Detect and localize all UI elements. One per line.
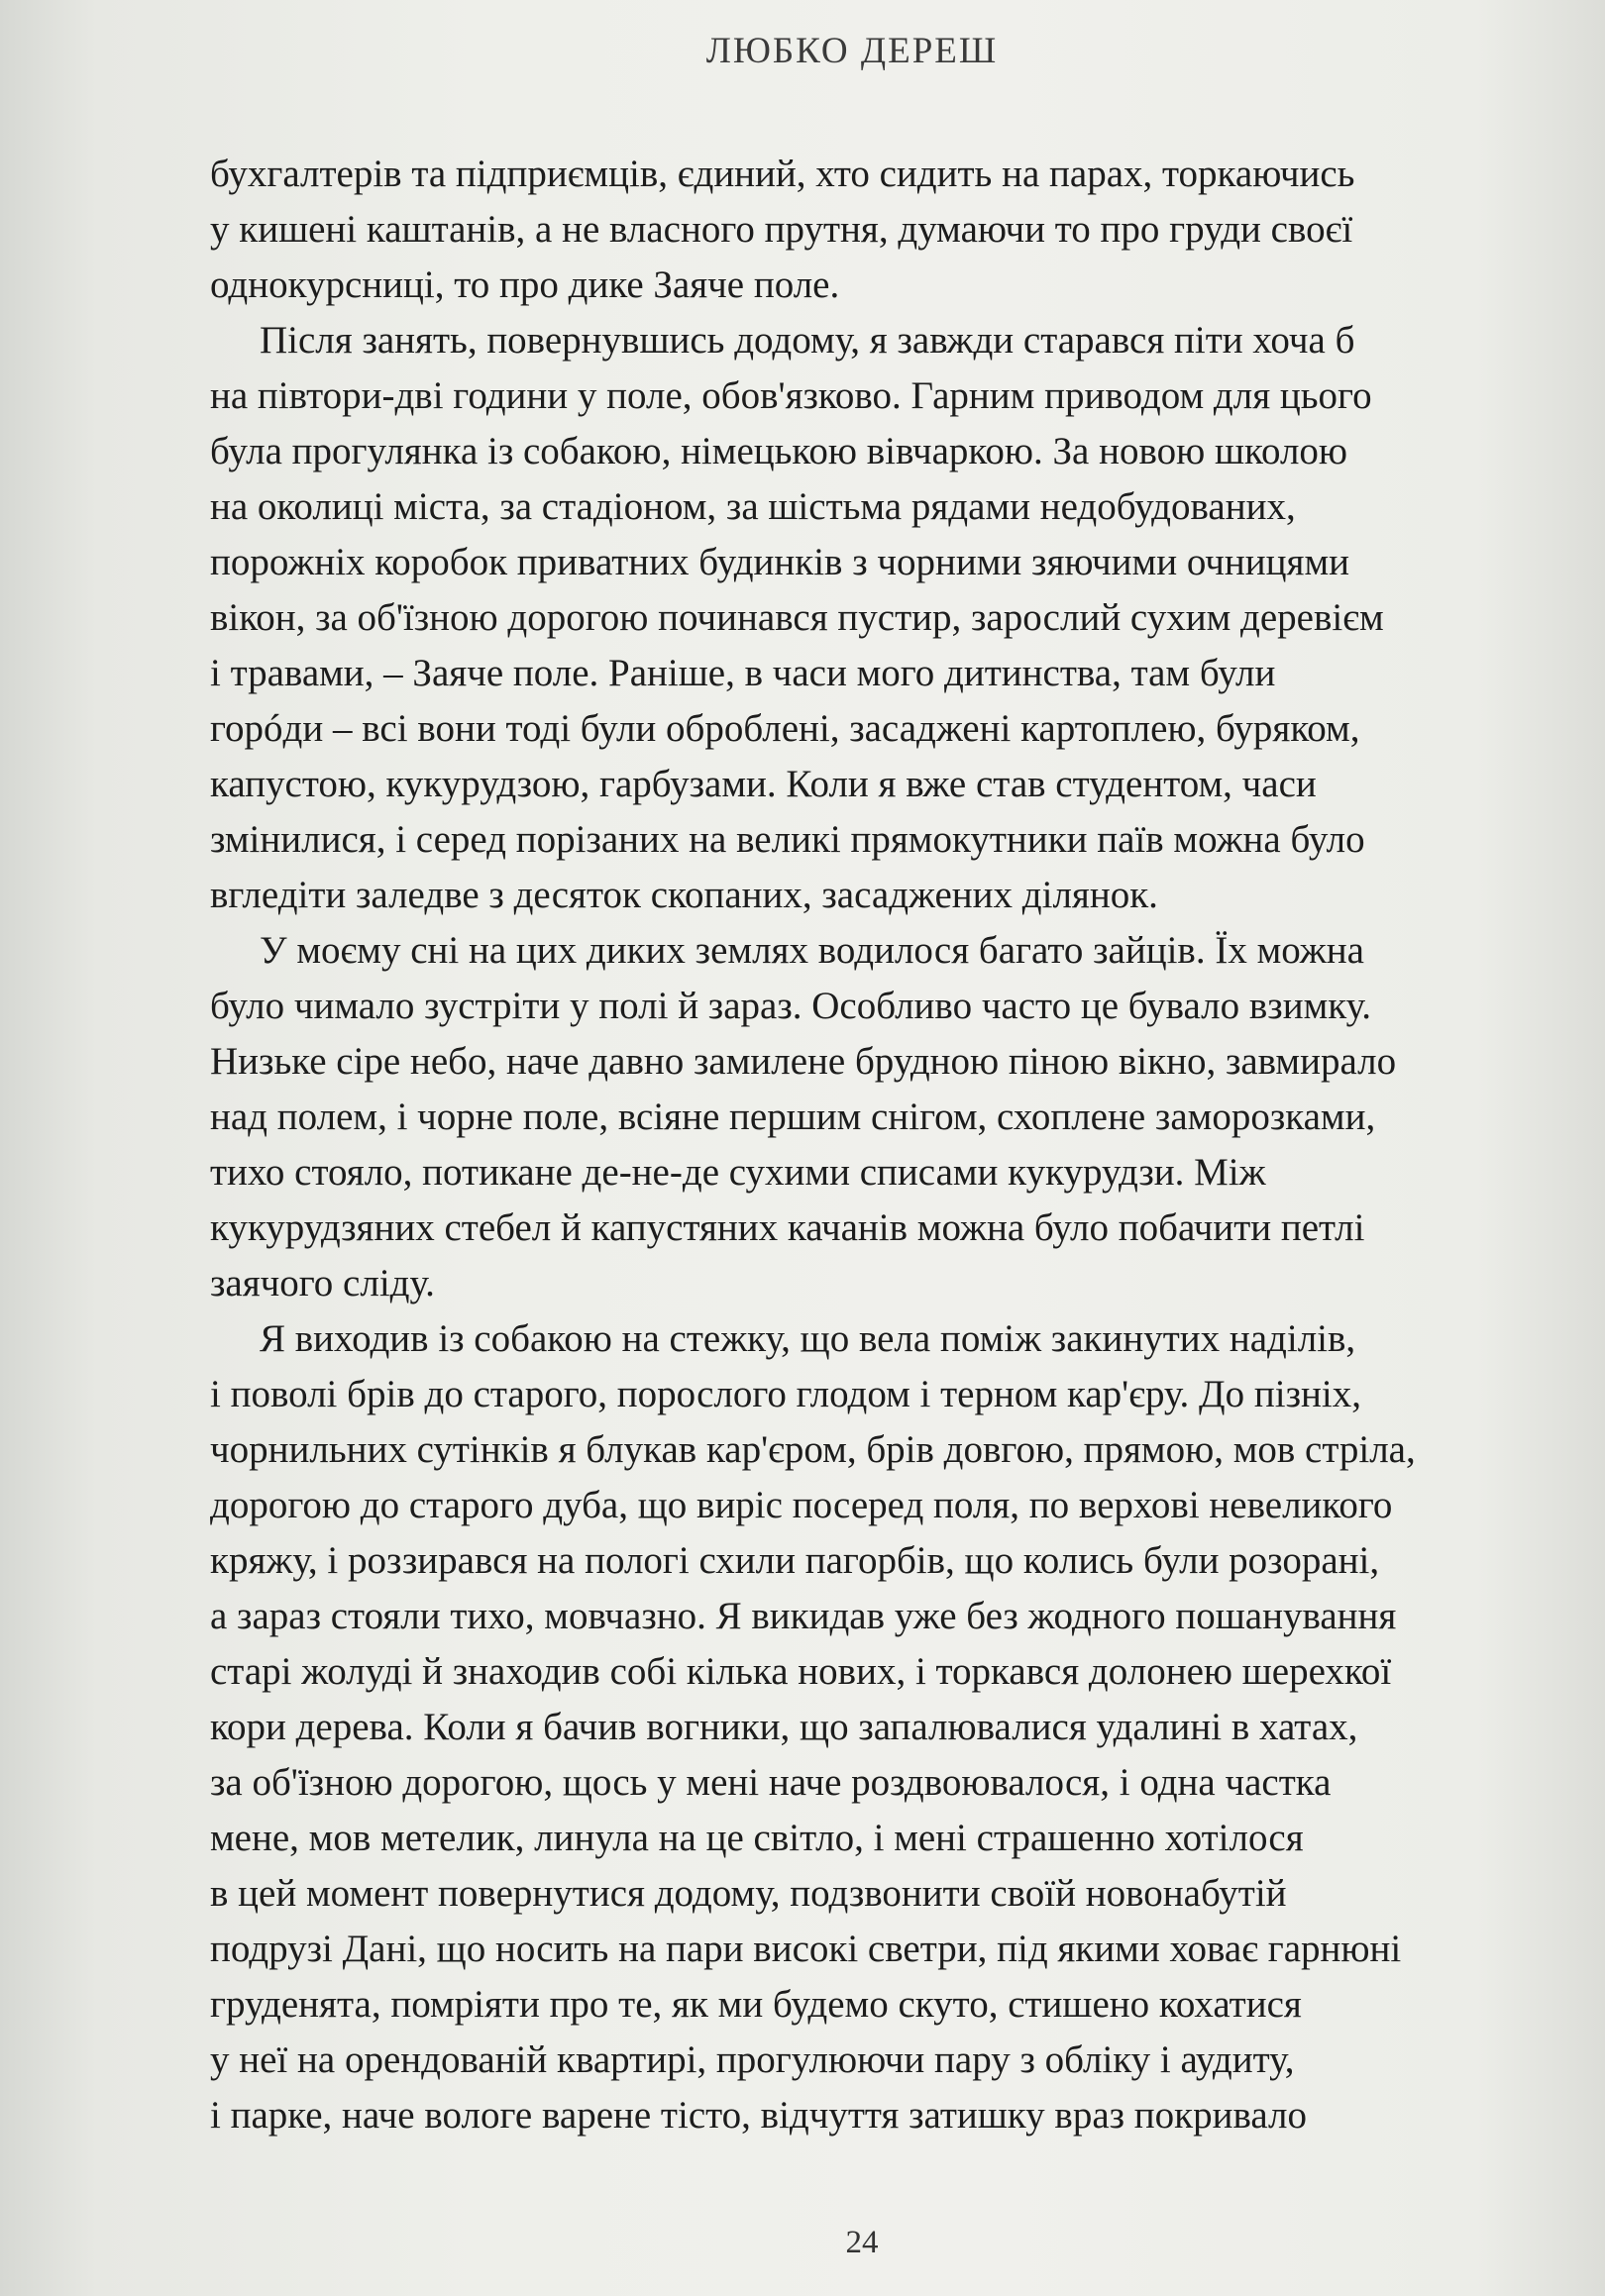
text-line: була прогулянка із собакою, німецькою вівчаркою. За новою школою [210, 430, 1348, 472]
text-line: на півтори-дві години у поле, обов'язково. Гарним приводом для цього [210, 374, 1372, 417]
text-line: на околиці міста, за стадіоном, за шістьма рядами недобудованих, [210, 485, 1296, 528]
text-line: було чимало зустріти у полі й зараз. Особливо часто це бувало взимку. [210, 985, 1371, 1027]
text-line: подрузі Дані, що носить на пари високі светри, під якими ховає гарнюні [210, 1928, 1402, 1970]
text-line: однокурсниці, то про дике Заяче поле. [210, 263, 840, 306]
text-line: груденята, помріяти про те, як ми будемо скуто, стишено кохатися [210, 1983, 1302, 2026]
text-line: вікон, за об'їзною дорогою починався пустир, зарослий сухим деревієм [210, 596, 1384, 639]
text-line: кукурудзяних стебел й капустяних качанів можна було побачити петлі [210, 1206, 1365, 1249]
text-line: мене, мов метелик, линула на це світло, і мені страшенно хотілося [210, 1817, 1304, 1859]
body-text [210, 147, 1528, 2143]
text-line: тихо стояло, потикане де-не-де сухими списами кукурудзи. Між [210, 1151, 1266, 1194]
text-line: вгледіти заледве з десяток скопаних, засаджених ділянок. [210, 874, 1158, 916]
text-line: Після занять, повернувшись додому, я завжди старався піти хоча б [260, 319, 1355, 362]
text-line: змінилися, і серед порізаних на великі прямокутники паїв можна було [210, 818, 1365, 861]
text-line: порожніх коробок приватних будинків з чорними зяючими очницями [210, 541, 1350, 583]
text-line: кори дерева. Коли я бачив вогники, що запалювалися удалині в хатах, [210, 1706, 1358, 1748]
text-line: капустою, кукурудзою, гарбузами. Коли я вже став студентом, часи [210, 763, 1317, 805]
text-line: дорогою до старого дуба, що виріс посеред поля, по верхові невеликого [210, 1484, 1393, 1526]
text-line: і парке, наче вологе варене тісто, відчуття затишку враз покривало [210, 2094, 1308, 2137]
text-line: Я виходив із собакою на стежку, що вела поміж закинутих наділів, [260, 1317, 1356, 1360]
text-line: за об'їзною дорогою, щось у мені наче роздвоювалося, і одна частка [210, 1761, 1332, 1804]
text-line: і травами, – Заяче поле. Раніше, в часи мого дитинства, там були [210, 652, 1276, 694]
text-line: заячого сліду. [210, 1262, 435, 1305]
text-line: в цей момент повернутися додому, подзвонити своїй новонабутій [210, 1872, 1287, 1915]
text-line: над полем, і чорне поле, всіяне першим снігом, схоплене заморозками, [210, 1096, 1376, 1138]
text-line: у неї на орендованій квартирі, прогулюючи пару з обліку і аудиту, [210, 2038, 1295, 2081]
text-line: чорнильних сутінків я блукав кар'єром, брів довгою, прямою, мов стріла, [210, 1428, 1416, 1471]
text-line: Низьке сіре небо, наче давно замилене брудною піною вікно, завмирало [210, 1040, 1397, 1083]
text-line: у кишені каштанів, а не власного прутня, думаючи то про груди своєї [210, 208, 1353, 251]
text-line: а зараз стояли тихо, мовчазно. Я викидав уже без жодного пошанування [210, 1595, 1397, 1637]
text-line: кряжу, і роззирався на пологі схили пагорбів, що колись були розорані, [210, 1539, 1380, 1582]
text-line: і поволі брів до старого, порослого глодом і терном кар'єру. До пізніх, [210, 1373, 1361, 1415]
text-line: горóди – всі вони тоді були оброблені, засаджені картоплею, буряком, [210, 707, 1360, 750]
text-line: старі жолуді й знаходив собі кілька нових, і торкався долонею шерехкої [210, 1650, 1392, 1693]
text-line: У моєму сні на цих диких землях водилося багато зайців. Їх можна [260, 929, 1364, 972]
text-line: бухгалтерів та підприємців, єдиний, хто сидить на парах, торкаючись [210, 153, 1355, 195]
running-header: ЛЮБКО ДЕРЕШ [705, 31, 999, 71]
page-number: 24 [845, 2225, 879, 2260]
